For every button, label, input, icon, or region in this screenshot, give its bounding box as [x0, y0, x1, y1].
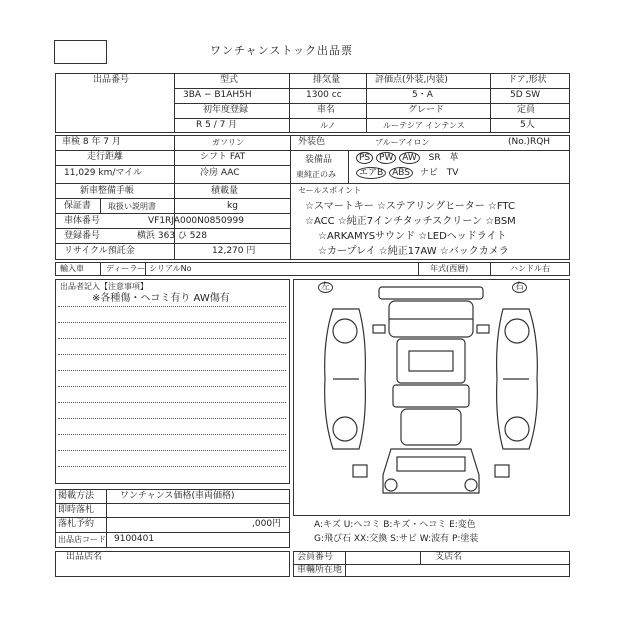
sales-point-line-3: ☆ARKAMYSサウンド ☆LEDヘッドライト: [318, 231, 507, 242]
member-no-label: 会員番号: [297, 552, 334, 562]
displacement-value: 1300 cc: [306, 90, 342, 100]
price-label-3: 落札予約: [58, 519, 95, 529]
exterior-color-label: 外装色: [298, 137, 326, 147]
equip-airbag: エアB: [356, 167, 386, 179]
model-year-label: 年式(西暦): [430, 264, 469, 273]
payload-unit: kg: [227, 201, 238, 211]
equip-sr: SR: [428, 153, 441, 163]
car-name-value: ルノ: [320, 121, 336, 130]
sales-point-line-1: ☆スマートキー ☆ステアリングヒーター ☆FTC: [305, 201, 515, 212]
shop-name-label: 出品店名: [66, 552, 103, 562]
legend-line-2: G:飛び石 XX:交換 S:サビ W:波有 P:塗装: [314, 534, 479, 544]
mileage-value: 11,029 km/マイル: [64, 168, 143, 178]
sales-point-line-4: ☆カープレイ ☆純正17AW ☆バックカメラ: [318, 246, 509, 257]
sales-point-line-2: ☆ACC ☆純正7インチタッチスクリーン ☆BSM: [305, 216, 516, 227]
diagram-left-label: 左: [318, 282, 333, 293]
ac-value: 冷房 AAC: [200, 168, 240, 178]
capacity-label: 定員: [517, 105, 536, 115]
equip-ps: PS: [356, 152, 373, 164]
mileage-label: 走行距離: [87, 152, 124, 162]
stamp-box: [54, 40, 107, 64]
registration-no-value: 横浜 363 ひ 528: [137, 231, 207, 241]
warranty-card-label: 保証書: [64, 201, 92, 211]
price-label-1: 掲載方法: [58, 491, 95, 501]
price-value-1: ワンチャンス価格(車両価格): [120, 491, 235, 501]
equip-navi: ナビ: [419, 168, 438, 178]
price-label-2: 即時落札: [58, 505, 95, 515]
equipment-row2: [356, 169, 458, 178]
price-amount: ,000円: [252, 519, 282, 529]
notes-label: 出品者記入【注意事項】: [60, 282, 148, 291]
steering-value: ハンドル右: [510, 264, 550, 273]
import-car-label: 輸入車: [60, 264, 84, 273]
displacement-label: 排気量: [313, 75, 341, 85]
location-label: 車輛所在地: [297, 565, 343, 575]
equip-abs: ABS: [389, 167, 413, 179]
serial-no: シリアルNo: [149, 264, 192, 273]
equip-pw: PW: [376, 152, 396, 164]
grade-value: ルーテシア インテンス: [383, 121, 465, 130]
equipment-row2-prefix: 東純正のみ: [296, 170, 336, 179]
payload-label: 積載量: [211, 186, 239, 196]
equip-leather: 革: [449, 153, 459, 163]
equipment-row1: [356, 154, 459, 163]
shop-code: 9100401: [114, 534, 155, 544]
score-value: 5・A: [412, 90, 433, 100]
transmission-value: シフト FAT: [200, 152, 246, 162]
score-label: 評価点(外装,内装): [375, 75, 448, 85]
car-name-label: 車名: [317, 105, 336, 115]
first-reg-label: 初年度登録: [203, 105, 249, 115]
door-label: ドア,形状: [508, 75, 547, 85]
equip-tv: TV: [446, 168, 459, 178]
price-label-4: 出品店コード: [58, 535, 106, 544]
legend-line-1: A:キズ U:ヘコミ B:キズ・ヘコミ E:変色: [314, 520, 476, 530]
capacity-value: 5人: [520, 120, 535, 130]
form-title: ワンチャンストック出品票: [210, 44, 354, 57]
warranty-options: 取扱い説明書: [108, 202, 156, 211]
exterior-color-value: ブルーアイロン: [375, 138, 430, 147]
chassis-no-value: VF1RJA000N0850999: [148, 216, 244, 226]
equipment-label: 装備品: [305, 155, 333, 165]
new-car-warranty-label: 新車整備手帳: [80, 186, 135, 196]
fuel-value: ガソリン: [212, 138, 244, 147]
color-code-value: (No.)RQH: [508, 137, 551, 147]
sales-point-label: セールスポイント: [298, 186, 362, 195]
chassis-no-label: 車体番号: [64, 216, 101, 226]
lot-no-label: 出品番号: [93, 75, 130, 85]
notes-text: ※各種傷・ヘコミ有り AW傷有: [92, 293, 230, 304]
first-reg-value: R 5 / 7 月: [196, 120, 238, 130]
registration-no-label: 登録番号: [64, 231, 101, 241]
model-value: 3BA − B1AH5H: [183, 90, 252, 100]
import-dealer: ディーラー: [106, 264, 146, 273]
recycle-fee-value: 12,270 円: [212, 246, 256, 256]
inspection-value: 車検 8 年 7 月: [62, 137, 121, 147]
car-top-roof: [397, 339, 465, 383]
diagram-right-label: 右: [512, 282, 527, 293]
branch-label: 支店名: [435, 552, 463, 562]
notes-box: [55, 279, 290, 484]
door-value: 5D SW: [510, 90, 541, 100]
car-top-rear: [401, 409, 461, 445]
model-label: 型式: [220, 75, 239, 85]
grade-label: グレード: [408, 105, 445, 115]
car-damage-diagram: [293, 279, 570, 516]
equip-aw: AW: [399, 152, 420, 164]
recycle-fee-label: リサイクル預託金: [64, 246, 135, 256]
